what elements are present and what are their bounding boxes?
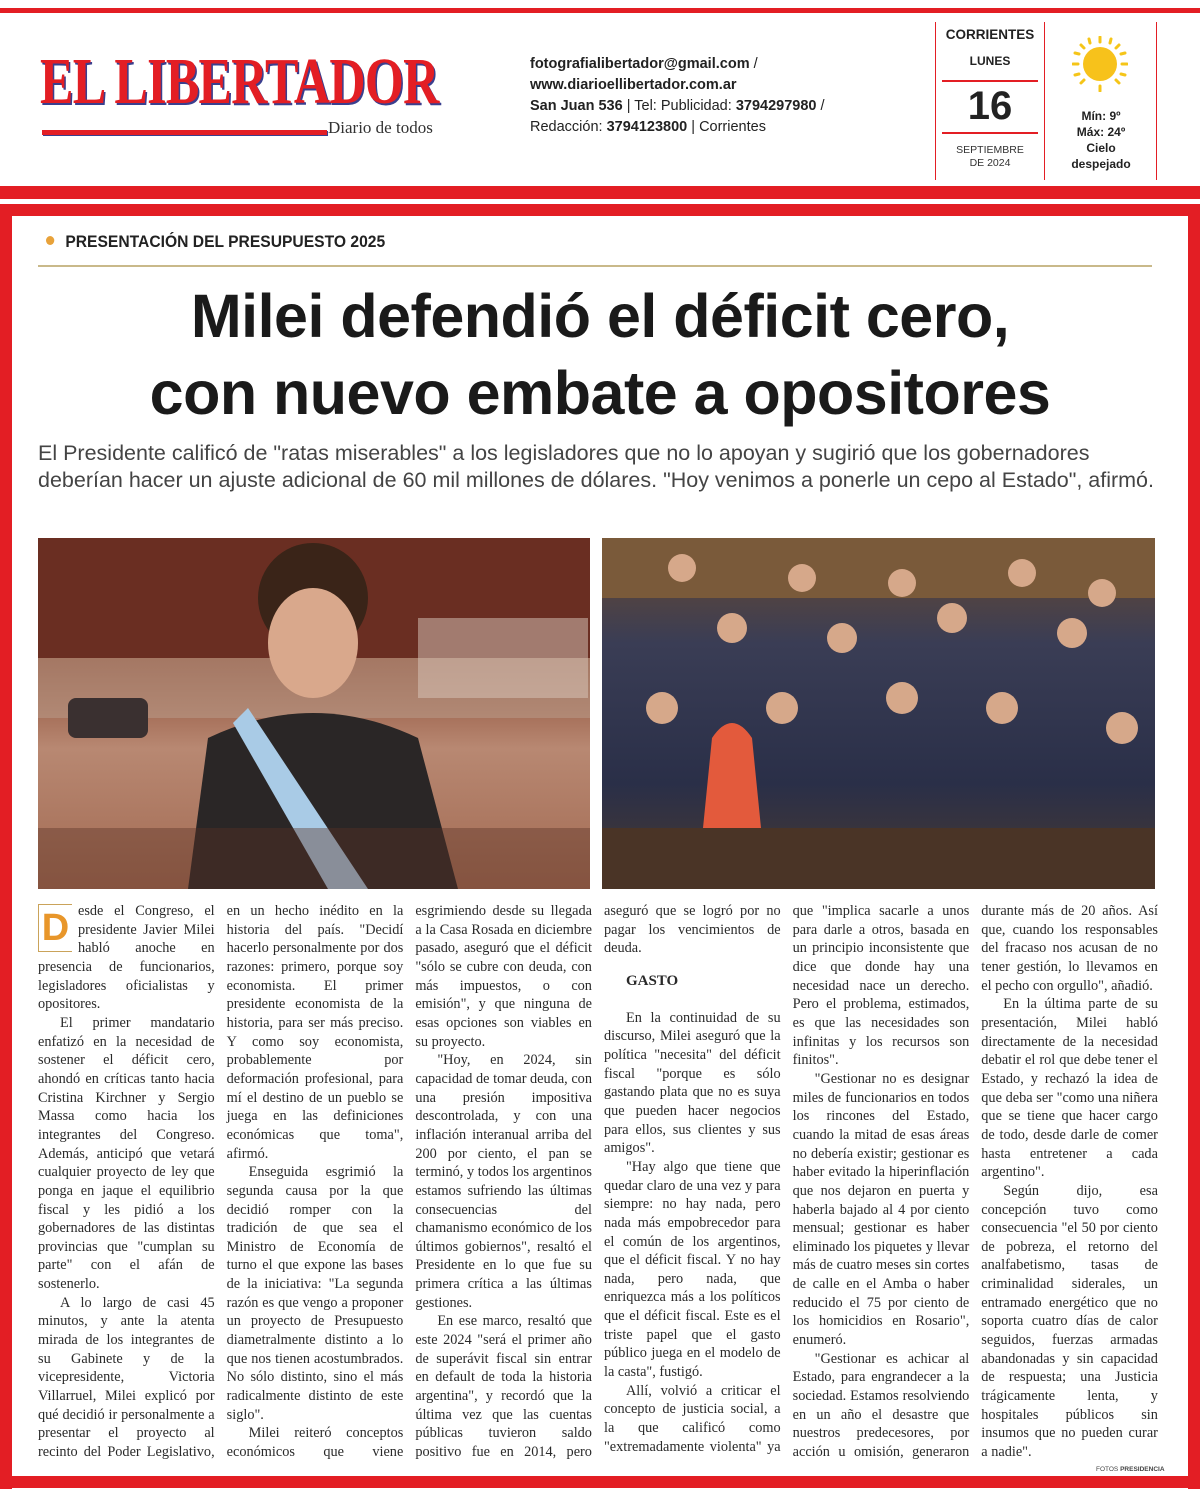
paragraph: A lo largo de casi 45 minutos, y ante la atenta mirada de los integrantes de su Gabinete y de la vicepresidente, Victoria Villarruel, Milei explicó por qué decidió ir personalmente a presentar el proyecto al recinto del Poder Legislativo, en un hecho inédito en la historia del país. "Decidí hacerlo personalmente por dos razones: primero, porque soy economista. El primer presidente economista de la historia, para ser más preciso. Y como soy economista, probablemente por deformación profesional, para mí el destino de un pueblo se juega en las definiciones económicas que toma", afirmó. xyxy=(38,903,404,1461)
paragraph: El primer mandatario enfatizó en la necesidad de sostener el déficit cero, ahondó en críticas tanto hacia Cristina Kirchner y Sergio Massa como hacia los integrantes del Congreso. Además, anticipó que vetará cualquier proyecto de ley que ponga en jaque el equilibrio fiscal y les pidió a los gobernadores de las distintas provincias que "cumplan su parte" con el afán de sostenerlo. xyxy=(38,1014,215,1293)
credit-source: PRESIDENCIA xyxy=(1120,1466,1165,1473)
paragraph: "Gestionar no es designar miles de funcionarios en todos los rincones del Estado, cuando la mitad de esas áreas no debería existir; gestionar es haber evitado la hiperinflación que nos dejaron en puerta y haberla bajado al 4 por ciento mensual; gestionar es haber eliminado los piquetes y llevar más de cuatro meses sin cortes de calle en el Amba o haber reducido el 75 por ciento de los homicidios en Rosario", enumeró. xyxy=(792,1070,970,1349)
kicker-rule xyxy=(38,265,1152,267)
weather-sky: Cielo xyxy=(1086,141,1116,155)
photo-illustration xyxy=(38,538,590,889)
date-divider xyxy=(942,132,1038,134)
masthead-logo xyxy=(40,45,460,142)
weather-min: Mín: 9º xyxy=(1081,109,1121,123)
paragraph: En ese marco, resaltó que este 2024 "será el primer año de superávit fiscal sin entrar en default de toda la historia argentina", y recordó que la última vez que las cuentas públicas tuvieron saldo positivo fue en 2014, pero aseguró que se logró por no pagar los vencimientos de deuda. xyxy=(415,903,781,1461)
contact-website[interactable]: www.diarioellibertador.com.ar xyxy=(530,77,737,93)
date-month: SEPTIEMBRE xyxy=(956,144,1024,156)
photo-congress-crowd xyxy=(602,538,1155,889)
credit-label: FOTOS xyxy=(1096,1466,1119,1473)
paragraph: "Gestionar es achicar al Estado, para engrandecer a la sociedad. Estamos resolviendo en un año el desastre que nuestros predecesores, por acción u omisión, generaron durante más de 20 años. Así que, cuando los responsables del fracaso nos acusan de no tener gestión, lo llevamos en el pecho con orgullo", añadió. xyxy=(792,903,1158,1461)
weather-box xyxy=(1045,22,1157,180)
contact-address: San Juan 536 xyxy=(530,98,623,114)
date-city: CORRIENTES xyxy=(945,27,1035,42)
section-kicker xyxy=(46,232,385,252)
contact-city: Corrientes xyxy=(699,119,766,135)
contact-email[interactable]: fotografialibertador@gmail.com xyxy=(530,56,750,72)
paragraph: Allí, volvió a criticar el concepto de justicia social, a la que calificó como "extremadamente violenta" ya que "implica sacarle a unos para darle a otros, basada en un principio inconsistente que dice que donde hay una necesidad nace un derecho. Pero el problema, estimados, es que las necesidades son infinitas y los recursos son finitos". xyxy=(603,903,970,1455)
tel-redaccion: 3794123800 xyxy=(606,119,688,135)
tel-publicidad: 3794297980 xyxy=(735,98,817,114)
logo-underline xyxy=(42,130,327,135)
headline-line-1: Milei defendió el déficit cero, xyxy=(190,282,1010,350)
headline xyxy=(40,278,1160,432)
paragraph: Milei reiteró conceptos económicos que viene esgrimiendo desde su llegada a la Casa Rosada en diciembre pasado, aseguró que el déficit "sólo se cubre con deuda, con más impuestos, o con emisión", y que ninguna de esas opciones son viables en su proyecto. xyxy=(226,903,592,1461)
bullet-icon xyxy=(46,236,54,245)
contact-block: fotografialibertador@gmail.com / www.diarioellibertador.com.ar San Juan 536 | Tel: Publicidad: 3794297980 / Redacción: 3794123800 | Corrientes xyxy=(530,56,825,135)
weather-max: Máx: 24º xyxy=(1076,125,1126,139)
weather-sky-2: despejado xyxy=(1071,157,1131,171)
date-divider xyxy=(942,80,1038,82)
photo-illustration xyxy=(602,538,1155,889)
paragraph xyxy=(38,902,215,1014)
kicker-text: PRESENTACIÓN DEL PRESUPUESTO 2025 xyxy=(65,232,386,251)
headline-line-2: con nuevo embate a opositores xyxy=(149,359,1051,427)
paragraph: "Hay algo que tiene que quedar claro de una vez y para siempre: no hay nada, pero nada más empobrecedor para el común de los argentinos, que el déficit fiscal. Y no hay nada, pero nada, que enriquezca más a los políticos que el déficit fiscal. Este es el triste papel que el gasto público juega en el modelo de la casta", fustigó. xyxy=(603,1158,781,1381)
photo-credit xyxy=(1096,1466,1165,1474)
date-weekday: LUNES xyxy=(969,54,1011,68)
date-day: 16 xyxy=(967,84,1013,128)
date-year: DE 2024 xyxy=(969,157,1011,169)
tel-label: Tel: Publicidad: xyxy=(634,98,732,114)
footer-band xyxy=(0,1476,1200,1488)
deck: El Presidente calificó de "ratas miserables" a los legisladores que no lo apoyan y sugirió que los gobernadores deberían hacer un ajuste adicional de 60 mil millones de dólares. "Hoy venimos a ponerle un cepo al Estado", afirmó. xyxy=(38,441,1154,492)
date-box xyxy=(935,22,1045,180)
logo-wordmark: EL LIBERTADOR xyxy=(40,45,439,118)
drop-cap: D xyxy=(38,904,72,952)
redaccion-label: Redacción: xyxy=(530,119,603,135)
logo-tagline: Diario de todos xyxy=(328,118,433,137)
paragraph: Según dijo, esa concepción tuvo como consecuencia "el 50 por ciento de pobreza, el retorno del analfabetismo, tasas de criminalidad siderales, un entramado energético que no soporta cuatro días de calor seguidos, fuerzas armadas abandonadas y sin capacidad de respuesta; una Justicia trágicamente lenta, y hospitales públicos sin insumos que no pueden curar a nadie". xyxy=(981,1182,1158,1461)
paragraph-text: esde el Congreso, el presidente Javier Milei habló anoche en presencia de funcionarios, legisladores oficialistas y opositores. xyxy=(38,903,215,1013)
paragraph: Enseguida esgrimió la segunda causa por la que decidió romper con la tradición de que sea el Ministro de Economía de turno el que expone las bases de la iniciativa: "La segunda razón es que vengo a proponer un proyecto de Presupuesto diametralmente distinto a lo que nos tienen acostumbrados. No sólo distinto, sino el más radicalmente distinto de este siglo". xyxy=(226,1164,404,1423)
article-body xyxy=(38,902,1158,1464)
photo-milei-speech xyxy=(38,538,590,889)
header-band xyxy=(0,186,1200,199)
paragraph: "Hoy, en 2024, sin capacidad de tomar deuda, con una presión impositiva descontrolada, y con una inflación interanual arriba del 200 por ciento, el pan se terminó, y todos los argentinos estamos sufriendo las últimas consecuencias del chamanismo económico de los últimos gobiernos", resaltó el Presidente en lo que fue su primera crítica a las últimas gestiones. xyxy=(415,1052,592,1311)
sun-icon xyxy=(1072,36,1128,92)
paragraph: En la última parte de su presentación, Milei habló directamente de la necesidad debatir el rol que debe tener el Estado, y rechazó la idea de que deba ser "como una niñera que se tiene que hacer cargo de todo, desde darle de comer hasta entretener a cada argentino". xyxy=(981,996,1158,1181)
paragraph: En la continuidad de su discurso, Milei aseguró que la política "necesita" del déficit fiscal "porque es sólo gastando plata que no es suya que pueden hacer negocios para ellos, sus clientes y sus amigos". xyxy=(603,1009,781,1157)
top-rule xyxy=(0,8,1200,13)
subhead: GASTO xyxy=(625,972,679,989)
